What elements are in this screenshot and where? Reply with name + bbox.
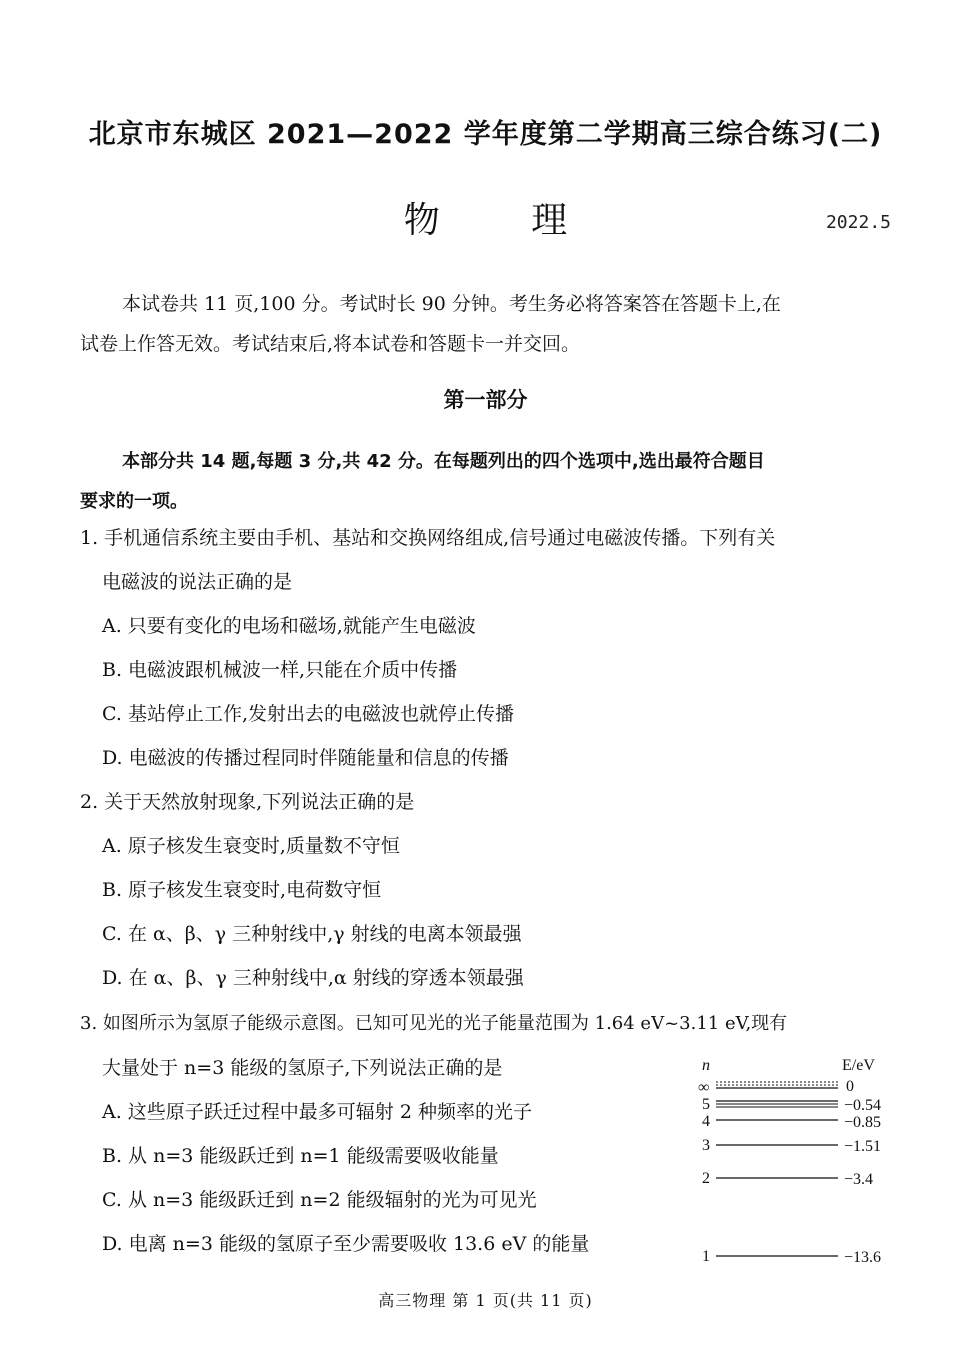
question-1-stem-2: 电磁波的说法正确的是 bbox=[102, 571, 293, 593]
energy-level-diagram bbox=[690, 1052, 900, 1274]
level-e-4: −0.85 bbox=[844, 1114, 882, 1131]
subject-title: 物 理 bbox=[403, 200, 608, 241]
question-2-stem: 2. 关于天然放射现象,下列说法正确的是 bbox=[80, 791, 415, 813]
question-2-option-d: D. 在 α、β、γ 三种射线中,α 射线的穿透本领最强 bbox=[102, 967, 524, 989]
level-n-2: 2 bbox=[702, 1170, 710, 1187]
page-footer: 高三物理 第 1 页(共 11 页) bbox=[378, 1291, 593, 1310]
exam-title: 北京市东城区 2021—2022 学年度第二学期高三综合练习(二) bbox=[88, 119, 883, 150]
diagram-n-label: n bbox=[702, 1057, 710, 1074]
level-n-infinity: ∞ bbox=[698, 1079, 710, 1096]
section-title: 第一部分 bbox=[443, 388, 528, 412]
section-instruction-1: 本部分共 14 题,每题 3 分,共 42 分。在每题列出的四个选项中,选出最符合题目 bbox=[122, 451, 765, 472]
question-3-option-a: A. 这些原子跃迁过程中最多可辐射 2 种频率的光子 bbox=[102, 1101, 532, 1123]
intro-line-1: 本试卷共 11 页,100 分。考试时长 90 分钟。考生务必将答案答在答题卡上,在 bbox=[122, 293, 781, 315]
question-2-option-a: A. 原子核发生衰变时,质量数不守恒 bbox=[102, 835, 400, 857]
question-3-option-d: D. 电离 n=3 能级的氢原子至少需要吸收 13.6 eV 的能量 bbox=[102, 1233, 590, 1255]
level-n-4: 4 bbox=[702, 1113, 710, 1130]
section-instruction-2: 要求的一项。 bbox=[80, 491, 188, 512]
level-e-1: −13.6 bbox=[844, 1249, 882, 1266]
question-1-option-b: B. 电磁波跟机械波一样,只能在介质中传播 bbox=[102, 659, 458, 681]
question-3-option-b: B. 从 n=3 能级跃迁到 n=1 能级需要吸收能量 bbox=[102, 1145, 499, 1167]
level-n-5: 5 bbox=[702, 1096, 710, 1113]
level-n-1: 1 bbox=[702, 1248, 710, 1265]
intro-line-2: 试卷上作答无效。考试结束后,将本试卷和答题卡一并交回。 bbox=[80, 333, 581, 355]
question-1-stem-1: 1. 手机通信系统主要由手机、基站和交换网络组成,信号通过电磁波传播。下列有关 bbox=[80, 527, 776, 549]
level-n-3: 3 bbox=[702, 1137, 710, 1154]
question-3-stem-2: 大量处于 n=3 能级的氢原子,下列说法正确的是 bbox=[102, 1057, 503, 1079]
level-e-5: −0.54 bbox=[844, 1097, 882, 1114]
level-e-3: −1.51 bbox=[844, 1138, 882, 1155]
question-1-option-c: C. 基站停止工作,发射出去的电磁波也就停止传播 bbox=[102, 703, 514, 725]
question-3-option-c: C. 从 n=3 能级跃迁到 n=2 能级辐射的光为可见光 bbox=[102, 1189, 537, 1211]
question-1-option-d: D. 电磁波的传播过程同时伴随能量和信息的传播 bbox=[102, 747, 509, 769]
question-2-option-c: C. 在 α、β、γ 三种射线中,γ 射线的电离本领最强 bbox=[102, 923, 522, 945]
question-1-option-a: A. 只要有变化的电场和磁场,就能产生电磁波 bbox=[102, 615, 476, 637]
question-2-option-b: B. 原子核发生衰变时,电荷数守恒 bbox=[102, 879, 382, 901]
exam-date: 2022.5 bbox=[825, 212, 891, 233]
question-3-stem-1: 3. 如图所示为氢原子能级示意图。已知可见光的光子能量范围为 1.64 eV~3.11 eV,现有 bbox=[80, 1013, 788, 1034]
level-e-infinity: 0 bbox=[846, 1078, 854, 1095]
diagram-e-label: E/eV bbox=[842, 1057, 875, 1074]
level-e-2: −3.4 bbox=[844, 1171, 874, 1188]
